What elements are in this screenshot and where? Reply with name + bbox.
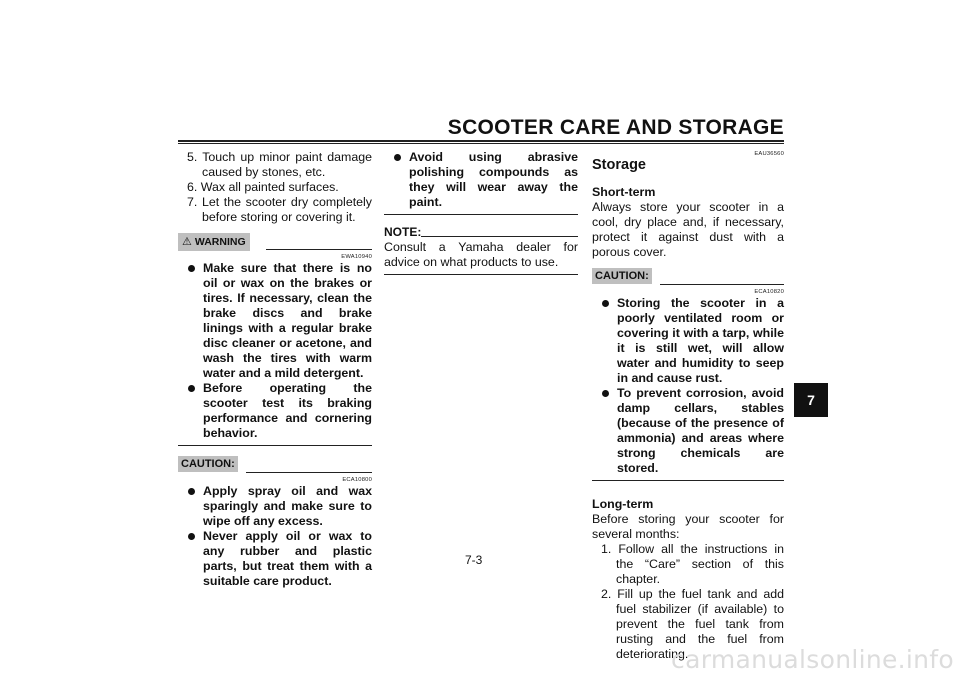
header-rule-thin [178, 143, 784, 144]
step-item: 2. Fill up the fuel tank and add fuel stabilizer (if available) to prevent the fuel tank from rusting and the fuel from deteriorating. [601, 587, 784, 661]
right-column [592, 150, 784, 662]
caution-rule [246, 472, 372, 473]
caution-item [178, 484, 372, 529]
step-list [178, 150, 372, 225]
warning-item [178, 381, 372, 441]
header-rule [178, 140, 784, 142]
long-term-heading: Long-term [592, 497, 654, 511]
bullet-icon [188, 265, 195, 272]
note-text: Consult a Yamaha dealer for advice on what products to use. [384, 240, 578, 269]
caution-item [384, 150, 578, 210]
note-rule [421, 236, 578, 237]
watermark: carmanualsonline.info [671, 645, 954, 674]
step-item: 7. Let the scooter dry completely before storing or covering it. [187, 195, 372, 224]
caution-header [592, 268, 784, 288]
warning-triangle-icon: ⚠ [182, 236, 192, 248]
caution-list [592, 296, 784, 476]
caution-badge: CAUTION: [178, 456, 238, 472]
bullet-icon [602, 390, 609, 397]
caution-code: ECA10820 [754, 289, 784, 295]
caution-continued-list [384, 150, 578, 210]
bullet-icon [188, 533, 195, 540]
caution-end-rule [384, 214, 578, 215]
warning-end-rule [178, 445, 372, 446]
caution-end-rule [592, 480, 784, 481]
short-term-text: Always store your scooter in a cool, dry place and, if necessary, protect it against dust with a porous cover. [592, 200, 784, 259]
caution-item-text: Never apply oil or wax to any rubber and plastic parts, but treat them with a suitable care product. [203, 529, 372, 588]
caution-rule [660, 284, 784, 285]
caution-item [178, 529, 372, 589]
caution-item-text: Avoid using abrasive polishing compounds as they will wear away the paint. [409, 150, 578, 209]
caution-list [178, 484, 372, 589]
long-term-text: Before storing your scooter for several months: [592, 512, 784, 541]
caution-code: ECA10800 [342, 477, 372, 483]
bullet-icon [602, 300, 609, 307]
bullet-icon [188, 488, 195, 495]
short-term-heading: Short-term [592, 185, 656, 199]
page-number: 7-3 [465, 553, 483, 567]
storage-heading: Storage [592, 157, 646, 173]
warning-label: WARNING [194, 236, 246, 248]
caution-header [178, 456, 372, 476]
caution-badge: CAUTION: [592, 268, 652, 284]
warning-code: EWA10940 [341, 254, 372, 260]
long-term-steps [592, 542, 784, 662]
caution-item-text: Apply spray oil and wax sparingly and make sure to wipe off any excess. [203, 484, 372, 528]
storage-code: EAU36560 [754, 151, 784, 157]
bullet-icon [394, 154, 401, 161]
warning-list [178, 261, 372, 441]
warning-item [178, 261, 372, 381]
middle-column [384, 150, 578, 275]
chapter-tab: 7 [794, 383, 828, 417]
warning-item-text: Make sure that there is no oil or wax on the brakes or tires. If necessary, clean the brake discs and brake linings with a regular brake disc cleaner or acetone, and wash the tires with warm water and a mild detergent. [203, 261, 372, 380]
caution-item-text: To prevent corrosion, avoid damp cellars, stables (because of the presence of ammonia) and areas where strong chemicals are stored. [617, 386, 784, 475]
caution-item [592, 386, 784, 476]
caution-item [592, 296, 784, 386]
warning-item-text: Before operating the scooter test its braking performance and cornering behavior. [203, 381, 372, 440]
note-header [384, 225, 578, 240]
warning-header [178, 233, 372, 253]
step-item: 6. Wax all painted surfaces. [187, 180, 339, 194]
step-item: 5. Touch up minor paint damage caused by stones, etc. [187, 150, 372, 179]
page-title: SCOOTER CARE AND STORAGE [447, 116, 784, 139]
step-item: 1. Follow all the instructions in the “Care” section of this chapter. [601, 542, 784, 586]
warning-rule [266, 249, 372, 250]
bullet-icon [188, 385, 195, 392]
caution-item-text: Storing the scooter in a poorly ventilated room or covering it with a tarp, while it is still wet, will allow water and humidity to seep in and cause rust. [617, 296, 784, 385]
left-column [178, 150, 372, 589]
note-end-rule [384, 274, 578, 275]
note-label: NOTE: [384, 225, 422, 239]
warning-badge [178, 233, 250, 251]
